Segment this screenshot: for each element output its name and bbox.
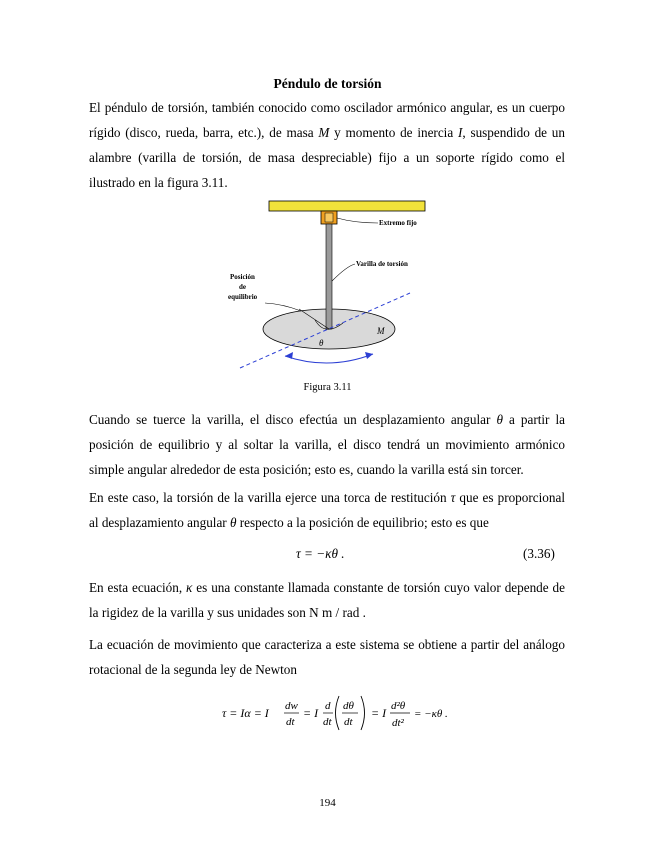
page-number: 194	[319, 797, 336, 809]
text: en la figura 3.11.	[138, 175, 228, 190]
paragraph-equation-of-motion	[89, 632, 565, 682]
left-paren	[336, 696, 340, 730]
label-equilibrium-3: equilibrio	[228, 293, 258, 301]
text: desplazamiento angular	[101, 515, 230, 530]
eq-dtheta: dθ	[343, 700, 354, 712]
torsion-pendulum-figure	[215, 196, 445, 376]
text: rigidez de la varilla y sus unidades son	[101, 605, 310, 620]
eq-I-2: = I	[371, 706, 387, 720]
text: , suspendido de un	[462, 125, 565, 140]
clamp-inner	[325, 213, 333, 222]
paragraph-twist	[89, 407, 565, 482]
newton-rotational-equation	[222, 688, 452, 738]
math-symbol: θ	[496, 412, 503, 427]
eq-dw: dw	[285, 700, 298, 712]
text: es una constante llamada constante de torsión cuyo valor depende de la	[89, 580, 565, 620]
figure-caption: Figura 3.11	[303, 382, 352, 393]
text: alambre (varilla de torsión, de masa despreciable) fijo a un soporte rígido como el ilustrado	[89, 150, 565, 190]
eq-dt2: dt²	[392, 717, 404, 729]
units: N m / rad	[309, 605, 360, 620]
label-theta: θ	[319, 338, 324, 348]
math-symbol: M	[318, 125, 330, 140]
text: alrededor de esta posición; esto es, cuando la varilla está sin torcer.	[170, 462, 524, 477]
label-fixed-end: Extremo fijo	[379, 219, 417, 227]
text: En esta ecuación,	[89, 580, 187, 595]
text: El péndulo de torsión, también conocido como oscilador armónico angular, es un cuerpo	[89, 100, 565, 115]
rotation-arrow	[285, 354, 373, 363]
text: que es proporcional al	[89, 490, 565, 530]
text: rotacional de la segunda ley de Newton	[89, 662, 297, 677]
text: a partir la posición	[89, 412, 565, 452]
label-mass: M	[377, 326, 385, 336]
paragraph-restoring-torque	[89, 485, 565, 535]
label-equilibrium-2: de	[239, 283, 246, 291]
equation-number: (3.36)	[523, 546, 555, 561]
text: y momento de inercia	[329, 125, 458, 140]
paragraph-intro	[89, 95, 565, 195]
eq-lhs: τ = Iα = I	[222, 706, 269, 720]
section-heading: Péndulo de torsión	[273, 76, 382, 91]
text: rígido (disco, rueda, barra, etc.), de masa	[89, 125, 319, 140]
math-symbol: I	[457, 125, 463, 140]
leader-fixed-end	[337, 218, 378, 223]
eq-I-1: = I	[303, 706, 319, 720]
text: En este caso, la torsión de la varilla ejerce una torca de restitución	[89, 490, 451, 505]
leader-rod	[332, 264, 355, 281]
text: La ecuación de movimiento que caracteriza a este sistema se obtiene a partir del análogo	[89, 637, 565, 652]
label-equilibrium-1: Posición	[230, 273, 255, 281]
right-paren	[361, 696, 365, 730]
arrow-head-right	[365, 352, 373, 359]
equation-3-36: τ = −κθ .	[296, 546, 345, 561]
math-symbol: τ	[450, 490, 456, 505]
math-symbol: κ	[186, 580, 193, 595]
torsion-rod	[326, 224, 332, 329]
eq-rhs: = −κθ .	[414, 708, 448, 720]
eq-dt: dt	[344, 716, 353, 728]
text: de equilibrio y al soltar la varilla, el disco tendrá un movimiento armónico simple angular	[89, 437, 566, 477]
eq-d2theta: d²θ	[391, 700, 406, 712]
arrow-head-left	[285, 352, 293, 359]
eq-dt: dt	[286, 716, 295, 728]
text: .	[359, 605, 366, 620]
math-symbol: θ	[230, 515, 237, 530]
paragraph-torsion-constant	[89, 575, 565, 625]
text: respecto a la posición de equilibrio; esto es que	[236, 515, 489, 530]
label-rod: Varilla de torsión	[356, 260, 408, 268]
text: Cuando se tuerce la varilla, el disco efectúa un desplazamiento angular	[89, 412, 497, 427]
eq-dt: dt	[323, 716, 332, 728]
rigid-support	[269, 201, 425, 211]
leader-equilibrium	[265, 303, 301, 311]
eq-d: d	[325, 700, 331, 712]
